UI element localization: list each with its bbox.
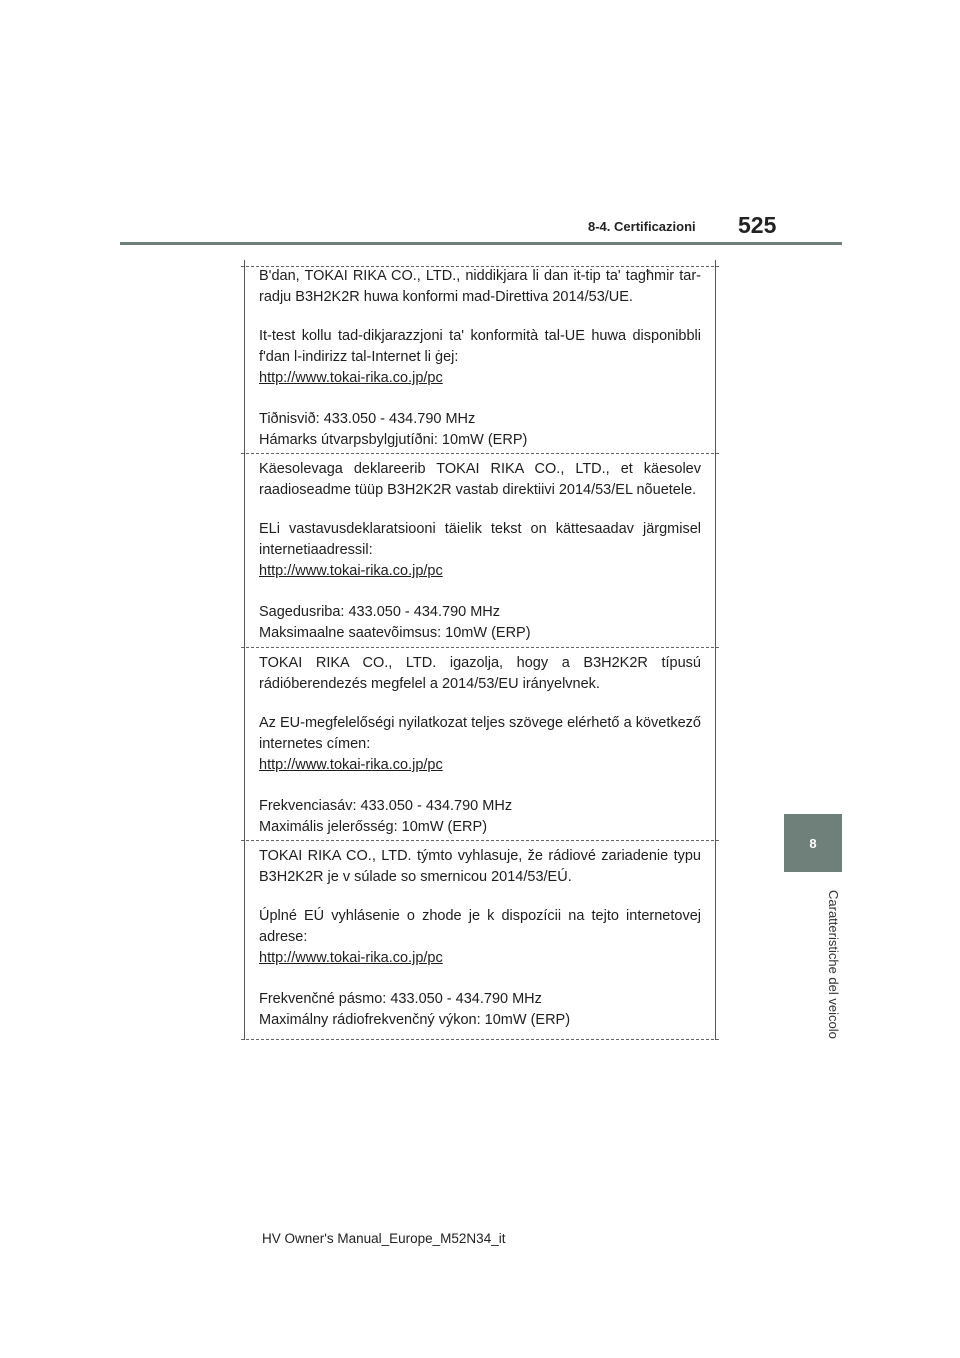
declaration-url[interactable]: http://www.tokai-rika.co.jp/pc — [259, 950, 443, 966]
chapter-number: 8 — [809, 835, 817, 851]
block-divider — [241, 840, 719, 841]
declaration-text: It-test kollu tad-dikjarazzjoni ta' konformità tal-UE huwa disponibbli f'dan l-indirizz tal-Internet li ġej: — [259, 328, 701, 365]
declaration-scan — [244, 260, 716, 1040]
declaration-block-slovak — [245, 846, 715, 1031]
declaration-intro: TOKAI RIKA CO., LTD. týmto vyhlasuje, že rádiové zariadenie typu B3H2K2R je v súlade so smernicou 2014/53/EÚ. — [259, 848, 701, 885]
max-power: Maximálny rádiofrekvenčný výkon: 10mW (ERP) — [259, 1012, 571, 1028]
declaration-url[interactable]: http://www.tokai-rika.co.jp/pc — [259, 563, 443, 579]
declaration-text: Az EU-megfelelőségi nyilatkozat teljes szövege elérhető a következő internetes címen: — [259, 715, 701, 752]
declaration-intro: Käesolevaga deklareerib TOKAI RIKA CO., LTD., et käesolev raadioseadme tüüp B3H2K2R vastab direktiivi 2014/53/EL nõuetele. — [259, 461, 701, 498]
declaration-block-maltese-icelandic — [245, 266, 715, 451]
frequency-band: Tiðnisvið: 433.050 - 434.790 MHz — [259, 411, 476, 427]
section-title: 8-4. Certificazioni — [588, 219, 696, 234]
frequency-band: Frekvenčné pásmo: 433.050 - 434.790 MHz — [259, 991, 542, 1007]
declaration-intro: TOKAI RIKA CO., LTD. igazolja, hogy a B3H2K2R típusú rádióberendezés megfelel a 2014/53/EU irányelvnek. — [259, 655, 701, 692]
footer-document-name: HV Owner's Manual_Europe_M52N34_it — [262, 1231, 506, 1246]
max-power: Hámarks útvarpsbylgjutíðni: 10mW (ERP) — [259, 432, 528, 448]
page-number: 525 — [738, 212, 777, 238]
frequency-band: Frekvenciasáv: 433.050 - 434.790 MHz — [259, 798, 513, 814]
max-power: Maksimaalne saatevõimsus: 10mW (ERP) — [259, 625, 531, 641]
declaration-url[interactable]: http://www.tokai-rika.co.jp/pc — [259, 757, 443, 773]
block-divider — [241, 453, 719, 454]
declaration-intro: B'dan, TOKAI RIKA CO., LTD., niddikjara li dan it-tip ta' tagħmir tar-radju B3H2K2R huwa konformi mad-Direttiva 2014/53/UE. — [259, 268, 701, 305]
declaration-block-hungarian — [245, 653, 715, 838]
declaration-text: Úplné EÚ vyhlásenie o zhode je k dispozícii na tejto internetovej adrese: — [259, 908, 701, 945]
chapter-tab — [784, 814, 842, 872]
declaration-text: ELi vastavusdeklaratsiooni täielik tekst on kättesaadav järgmisel internetiaadressil: — [259, 521, 701, 558]
header-rule — [120, 242, 842, 245]
declaration-url[interactable]: http://www.tokai-rika.co.jp/pc — [259, 370, 443, 386]
declaration-block-estonian — [245, 459, 715, 644]
chapter-label: Caratteristiche del veicolo — [826, 889, 841, 1039]
block-divider — [241, 647, 719, 648]
frequency-band: Sagedusriba: 433.050 - 434.790 MHz — [259, 604, 501, 620]
max-power: Maximális jelerősség: 10mW (ERP) — [259, 819, 488, 835]
